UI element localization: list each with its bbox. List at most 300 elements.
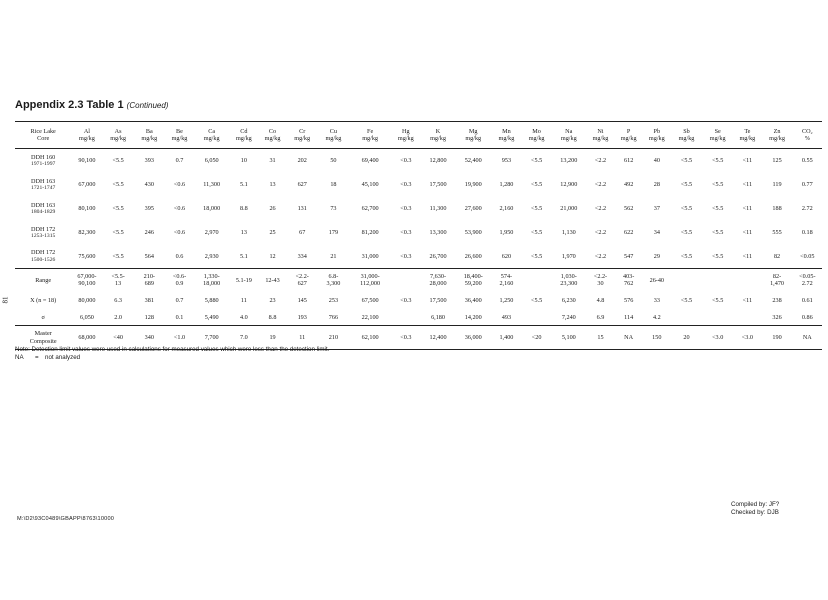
table-cell: 547: [624, 252, 634, 260]
table-cell: 1,950: [499, 228, 514, 236]
range-low: 574-: [500, 273, 513, 281]
range-high: 0.9: [175, 280, 184, 288]
range-low: 1,330-: [203, 273, 220, 281]
table-cell: 36,400: [464, 296, 482, 304]
table-cell: [586, 269, 614, 292]
table-cell: [391, 269, 420, 292]
range-high: 23,300: [560, 280, 578, 288]
table-cell: <0.6: [173, 180, 186, 188]
compiled-label: Compiled by:: [731, 501, 768, 508]
table-cell: <5.5: [530, 228, 543, 236]
header-label: Sb: [683, 127, 690, 135]
table-cell: [733, 269, 761, 292]
header-unit: mg/kg: [235, 135, 252, 142]
table-cell: 18,000: [203, 204, 221, 212]
table-cell: 953: [501, 157, 512, 165]
table-cell: 114: [624, 313, 634, 321]
header-label: Mg: [468, 127, 478, 135]
mean-row: [15, 292, 822, 310]
table-cell: 2,160: [499, 204, 514, 212]
na-description: not analyzed: [45, 354, 81, 361]
table-cell: 7,700: [204, 333, 219, 341]
table-cell: [71, 269, 102, 292]
table-cell: 21: [330, 252, 337, 260]
header-24: [793, 122, 822, 149]
table-cell: <5.5: [680, 157, 693, 165]
table-cell: <2.2: [594, 228, 607, 236]
table-cell: 12,400: [429, 333, 447, 341]
table-cell: 7.0: [240, 333, 248, 341]
header-label: Na: [565, 127, 573, 135]
range-high: 13: [115, 280, 122, 288]
table-cell: 612: [624, 157, 634, 165]
table-cell: 80,100: [78, 204, 96, 212]
header-4: [165, 122, 194, 149]
table-cell: 340: [144, 333, 154, 341]
header-1: [71, 122, 102, 149]
header-unit: mg/kg: [325, 135, 342, 142]
table-cell: [391, 310, 420, 326]
table-cell: [522, 269, 551, 292]
row-label-line1: σ: [41, 313, 45, 321]
table-cell: <0.3: [400, 204, 412, 212]
table-cell: 0.18: [801, 228, 813, 236]
table-cell: <0.3: [400, 228, 412, 236]
table-cell: [733, 310, 761, 326]
range-low: 82-: [772, 273, 782, 281]
table-cell: 62,100: [361, 333, 379, 341]
table-cell: [551, 269, 586, 292]
table-cell: 13: [269, 180, 276, 188]
table-cell: 0.77: [801, 180, 813, 188]
header-unit: mg/kg: [620, 135, 637, 142]
table-cell: 12: [269, 252, 276, 260]
range-high: 762: [624, 280, 634, 288]
table-cell: <2.2: [594, 157, 607, 165]
table-cell: 5.1: [240, 180, 248, 188]
range-low: 12-43: [265, 276, 280, 284]
table-cell: 6.3: [114, 296, 122, 304]
header-unit: mg/kg: [528, 135, 545, 142]
table-cell: 17,500: [429, 296, 447, 304]
table-cell: <0.6: [173, 204, 186, 212]
table-cell: <20: [531, 333, 542, 341]
row-label-line2: Composite: [29, 337, 57, 345]
table-cell: 27,600: [464, 204, 482, 212]
header-unit: mg/kg: [592, 135, 609, 142]
table-cell: 37: [653, 204, 660, 212]
table-cell: 190: [772, 333, 782, 341]
header-unit: mg/kg: [465, 135, 482, 142]
core-label: [15, 245, 71, 269]
table-cell: 5,490: [204, 313, 219, 321]
table-cell: <3.0: [712, 333, 724, 341]
table-cell: 1,250: [499, 296, 514, 304]
table-cell: 5.1: [240, 252, 248, 260]
table-cell: <0.05: [800, 252, 815, 260]
table-row: [15, 197, 822, 221]
header-unit: mg/kg: [769, 135, 785, 142]
core-label: [15, 221, 71, 245]
table-cell: 246: [144, 228, 154, 236]
table-cell: 2,930: [204, 252, 219, 260]
table-cell: 576: [624, 296, 634, 304]
table-cell: <5.5: [112, 180, 124, 188]
table-cell: [134, 269, 165, 292]
header-label: Zn: [773, 127, 781, 135]
table-cell: 67: [299, 228, 306, 236]
range-high: 2.72: [801, 280, 813, 288]
table-cell: <11: [742, 252, 753, 260]
table-cell: 13,200: [560, 157, 578, 165]
table-cell: <0.3: [400, 333, 412, 341]
header-label: Mn: [502, 127, 511, 135]
table-cell: <5.5: [712, 157, 724, 165]
table-cell: 492: [624, 180, 634, 188]
table-cell: 11: [299, 333, 306, 341]
table-cell: <5.5: [712, 296, 724, 304]
table-row: [15, 149, 822, 173]
sd-row: [15, 310, 822, 326]
range-low: 403-: [622, 273, 635, 281]
table-cell: [318, 269, 349, 292]
range-low: 1,030-: [560, 273, 577, 281]
table-cell: 125: [772, 157, 782, 165]
table-cell: 20: [683, 333, 690, 341]
table-cell: [420, 269, 455, 292]
row-label-line1: DDH 163: [31, 177, 56, 185]
header-label: Te: [744, 127, 751, 135]
table-cell: <5.5: [112, 157, 124, 165]
table-cell: <40: [113, 333, 123, 341]
table-cell: 6,180: [431, 313, 445, 321]
table-cell: [456, 269, 491, 292]
table-cell: 11,300: [203, 180, 221, 188]
table-cell: 128: [144, 313, 154, 321]
range-low: 18,400-: [463, 273, 483, 281]
header-unit: mg/kg: [294, 135, 311, 142]
range-high: 627: [297, 280, 307, 288]
header-label: Cr: [299, 127, 306, 135]
table-cell: [615, 269, 643, 292]
signoff-block: [731, 501, 779, 517]
header-14: [491, 122, 522, 149]
range-high: 112,000: [360, 280, 381, 288]
table-cell: <5.5: [680, 204, 693, 212]
table-cell: 11,300: [429, 204, 447, 212]
header-label: Hg: [402, 127, 410, 135]
header-unit: mg/kg: [678, 135, 695, 142]
table-cell: 13,300: [429, 228, 447, 236]
table-cell: [671, 310, 702, 326]
table-cell: [258, 269, 286, 292]
header-core: [15, 122, 71, 149]
range-low: 26-40: [649, 276, 665, 284]
range-high: 2,160: [499, 280, 514, 288]
header-unit: mg/kg: [171, 135, 188, 142]
table-cell: 28: [653, 180, 660, 188]
table-cell: 150: [652, 333, 662, 341]
table-cell: <5.5: [712, 252, 724, 260]
header-label: Pb: [653, 127, 661, 135]
header-label: Ni: [597, 127, 604, 135]
table-cell: 119: [772, 180, 782, 188]
header-label: K: [435, 127, 441, 135]
na-key: NA: [15, 354, 24, 361]
table-cell: 26,600: [464, 252, 482, 260]
range-low: 7,630-: [430, 273, 447, 281]
table-row: [15, 221, 822, 245]
table-cell: <5.5: [530, 296, 543, 304]
table-cell: [287, 269, 318, 292]
header-unit: mg/kg: [397, 135, 414, 142]
range-low: <0.6-: [172, 273, 187, 281]
table-cell: <2.2: [594, 180, 607, 188]
table-cell: 26: [269, 204, 276, 212]
header-unit: mg/kg: [203, 135, 220, 142]
table-cell: 2.0: [114, 313, 122, 321]
header-unit: mg/kg: [498, 135, 515, 142]
table-cell: 81,200: [361, 228, 379, 236]
table-cell: 82,300: [78, 228, 96, 236]
table-cell: 36,000: [464, 333, 482, 341]
table-cell: [761, 269, 792, 292]
table-cell: 0.86: [801, 313, 813, 321]
page-title: [15, 99, 168, 111]
header-label: Co: [268, 127, 277, 135]
header-13: [456, 122, 491, 149]
table-row: [15, 245, 822, 269]
table-cell: NA: [802, 333, 812, 341]
header-12: [420, 122, 455, 149]
header-unit: mg/kg: [362, 135, 379, 142]
range-high: 1,470: [770, 280, 784, 288]
table-cell: 2.72: [801, 204, 813, 212]
header-6: [229, 122, 258, 149]
table-cell: 0.1: [175, 313, 184, 321]
header-unit: mg/kg: [79, 135, 95, 142]
header-8: [287, 122, 318, 149]
table-cell: 19: [269, 333, 276, 341]
table-cell: 6,050: [204, 157, 219, 165]
row-label-line2: 1804-1829: [31, 208, 56, 215]
table-cell: 6,050: [79, 313, 94, 321]
table-cell: [229, 269, 258, 292]
header-label: As: [114, 127, 122, 135]
sd-label: [15, 310, 71, 326]
header-19: [643, 122, 671, 149]
table-cell: NA: [624, 333, 634, 341]
table-cell: 4.8: [596, 296, 605, 304]
range-low: <2.2-: [593, 273, 608, 281]
table-cell: 17,500: [429, 180, 447, 188]
header-unit: mg/kg: [264, 135, 281, 142]
header-unit: Core: [37, 135, 50, 142]
table-cell: [702, 269, 733, 292]
table-cell: <11: [742, 180, 753, 188]
header-label: P: [626, 127, 631, 135]
header-label: Cu: [329, 127, 338, 135]
range-low: 31,000-: [360, 273, 380, 281]
table-cell: <1.0: [173, 333, 186, 341]
table-cell: 12,900: [560, 180, 578, 188]
table-cell: 21,000: [560, 204, 578, 212]
table-cell: 131: [297, 204, 307, 212]
table-cell: 25: [269, 228, 276, 236]
range-low: <0.05-: [799, 273, 816, 281]
table-cell: [165, 269, 194, 292]
checked-by: DJB: [767, 509, 779, 516]
table-cell: <5.5: [712, 180, 724, 188]
range-label: [15, 269, 71, 292]
table-cell: <3.0: [741, 333, 753, 341]
range-low: 210-: [143, 273, 155, 281]
table-cell: 1,970: [561, 252, 576, 260]
header-10: [349, 122, 391, 149]
table-cell: 90,100: [78, 157, 96, 165]
table-cell: 11: [240, 296, 247, 304]
table-cell: 193: [297, 313, 307, 321]
header-label: Ba: [145, 127, 153, 135]
table-cell: <5.5: [530, 157, 543, 165]
header-unit: mg/kg: [560, 135, 577, 142]
header-22: [733, 122, 761, 149]
range-high: 689: [144, 280, 154, 288]
range-high: 18,000: [203, 280, 221, 288]
table-cell: 23: [269, 296, 276, 304]
table-cell: <2.2: [594, 204, 607, 212]
row-label-line1: Range: [35, 276, 52, 284]
table-cell: 627: [297, 180, 307, 188]
table-cell: <5.5: [530, 252, 543, 260]
table-cell: 564: [144, 252, 154, 260]
table-cell: 53,900: [464, 228, 482, 236]
table-cell: [793, 269, 822, 292]
range-low: 5.1-19: [235, 276, 252, 284]
row-label-line1: DDH 172: [31, 249, 56, 257]
table-cell: 8.8: [240, 204, 248, 212]
range-low: <5.5-: [111, 273, 125, 281]
table-cell: 4.2: [652, 313, 661, 321]
table-cell: 82: [773, 252, 781, 260]
table-cell: <5.5: [530, 180, 543, 188]
table-cell: 393: [144, 157, 154, 165]
table-cell: 33: [653, 296, 660, 304]
header-20: [671, 122, 702, 149]
table-cell: [671, 269, 702, 292]
table-cell: 69,400: [361, 157, 379, 165]
table-cell: 238: [772, 296, 782, 304]
core-label: [15, 149, 71, 173]
table-cell: 179: [328, 228, 339, 236]
table-cell: <5.5: [112, 252, 124, 260]
range-low: <2.2-: [295, 273, 309, 281]
table-cell: <5.5: [112, 228, 124, 236]
row-label-line1: DDH 160: [31, 153, 56, 161]
table-cell: 555: [772, 228, 782, 236]
checked-by-line: [731, 509, 779, 517]
range-high: 30: [597, 280, 604, 288]
table-cell: [522, 310, 551, 326]
compiled-by: JF?: [768, 501, 780, 508]
table-cell: 7,240: [561, 313, 576, 321]
header-label: Al: [83, 127, 91, 135]
table-cell: 620: [501, 252, 512, 260]
row-label-line2: 1971-1997: [31, 161, 56, 168]
table-cell: [643, 269, 671, 292]
table-cell: 6,230: [561, 296, 576, 304]
table-cell: 13: [240, 228, 247, 236]
table-cell: 0.7: [175, 157, 184, 165]
range-row: [15, 269, 822, 292]
page-number: 81: [1, 296, 10, 304]
header-label: CO₂: [801, 127, 813, 135]
table-cell: 0.7: [175, 296, 184, 304]
checked-label: Checked by:: [731, 509, 766, 516]
table-cell: 145: [297, 296, 307, 304]
table-cell: [103, 269, 134, 292]
table-cell: 73: [330, 204, 337, 212]
table-cell: <11: [742, 157, 753, 165]
table-cell: <5.5: [680, 180, 693, 188]
header-11: [391, 122, 420, 149]
header-21: [702, 122, 733, 149]
table-cell: <11: [742, 228, 753, 236]
table-cell: 40: [653, 157, 660, 165]
table-cell: <0.6: [173, 228, 186, 236]
table-cell: 67,000: [78, 180, 96, 188]
table-cell: 0.61: [801, 296, 813, 304]
header-7: [258, 122, 286, 149]
header-17: [586, 122, 614, 149]
header-16: [551, 122, 586, 149]
table-cell: 622: [624, 228, 634, 236]
table-cell: 22,100: [361, 313, 379, 321]
table-cell: 562: [624, 204, 634, 212]
table-cell: 14,200: [464, 313, 482, 321]
table-cell: 31: [269, 157, 276, 165]
file-reference: M:\D2\93C0489\GBAPP\8763\10000: [17, 516, 115, 522]
table-cell: [349, 269, 391, 292]
table-cell: <11: [742, 204, 753, 212]
header-9: [318, 122, 349, 149]
table-cell: 52,400: [464, 157, 482, 165]
table-cell: <5.5: [680, 252, 693, 260]
table-cell: 15: [597, 333, 604, 341]
table-cell: 26,700: [429, 252, 447, 260]
header-2: [103, 122, 134, 149]
header-unit: mg/kg: [141, 135, 158, 142]
header-label: Ca: [208, 127, 216, 135]
mean-label: [15, 292, 71, 310]
header-unit: mg/kg: [430, 135, 446, 142]
table-cell: <5.5: [712, 228, 724, 236]
table-cell: 62,700: [361, 204, 379, 212]
row-label-line1: DDH 163: [31, 201, 56, 209]
table-row: [15, 173, 822, 197]
header-unit: mg/kg: [648, 135, 665, 142]
table-cell: 493: [501, 313, 512, 321]
table-cell: 45,100: [361, 180, 379, 188]
table-cell: 67,500: [361, 296, 379, 304]
table-cell: <5.5: [680, 228, 693, 236]
header-label: Fe: [367, 127, 374, 135]
header-18: [615, 122, 643, 149]
table-cell: 430: [144, 180, 154, 188]
table-cell: 1,280: [499, 180, 514, 188]
table-title: Appendix 2.3 Table 1: [15, 99, 124, 111]
table-cell: 210: [328, 333, 339, 341]
